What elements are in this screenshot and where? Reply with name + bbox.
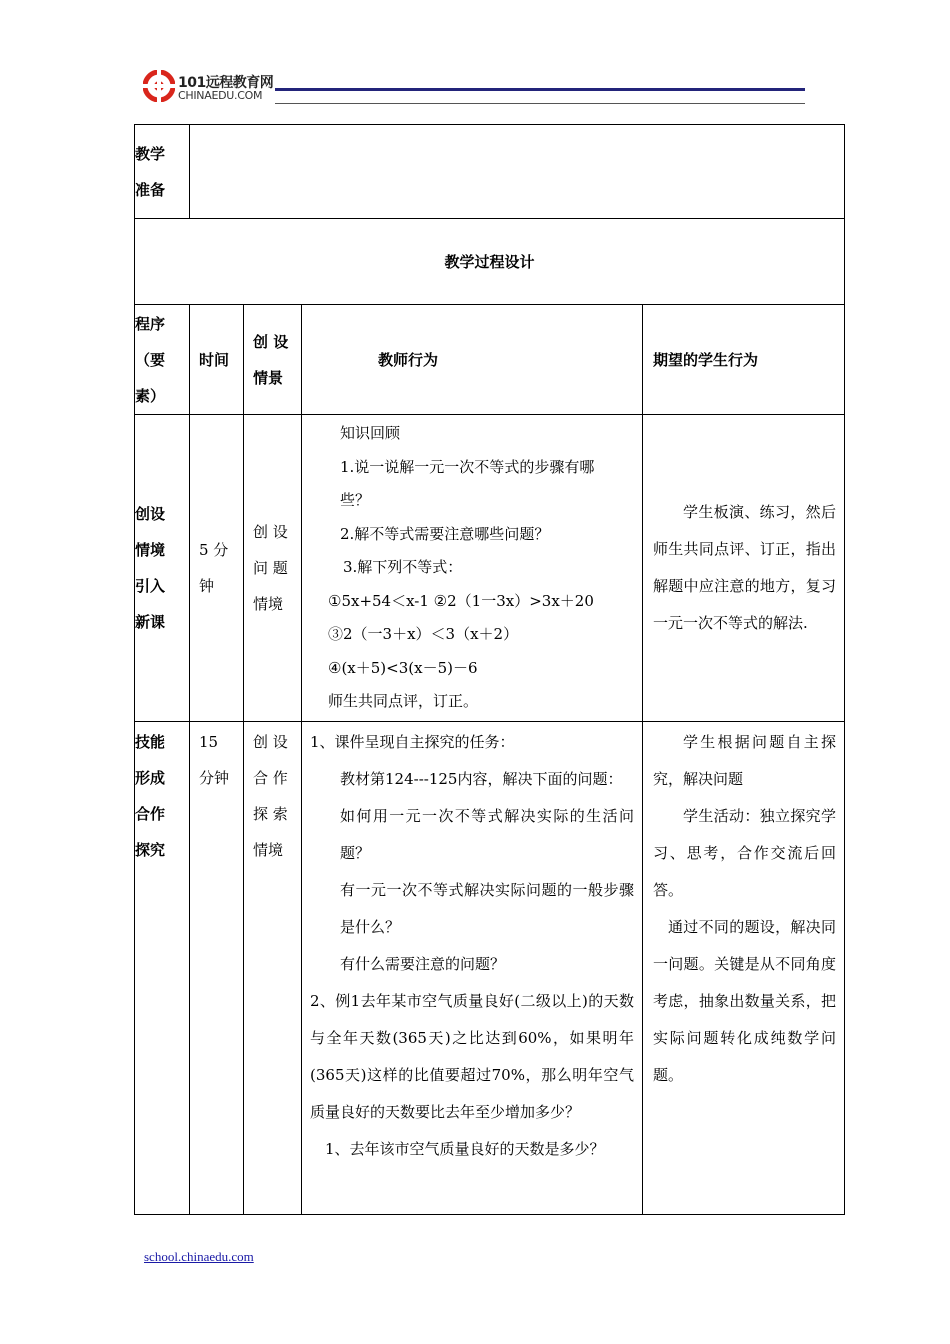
header-rule xyxy=(275,88,805,91)
header-rule-thin xyxy=(275,103,805,104)
chinaedu-logo-icon xyxy=(143,70,175,102)
col-header-teacher: 教师行为 xyxy=(302,305,643,415)
section-title-row xyxy=(135,219,845,305)
row1-scene: 创 设 问 题 情境 xyxy=(244,415,302,722)
prep-label: 教学 准备 xyxy=(135,125,190,219)
row2-teacher: 1、课件呈现自主探究的任务： 教材第124---125内容，解决下面的问题： 如何用一元一次不等式解决实际的生活问题？ 有一元一次不等式解决实际问题的一般步骤是什么？ 有什么需要注意的问题？ 2、例1去年某市空气质量良好(二级以上)的天数与全年天数(365天)之比达到60%，如果明年(365天)这样的比值要超过70%，那么明年空气质量良好的天数要比去年至少增加多少？ 1、去年该市空气质量良好的天数是多少？ xyxy=(302,721,643,1214)
logo-title: 101远程教育网 xyxy=(178,75,274,91)
row-explore xyxy=(135,721,845,1214)
footer-link[interactable]: school.chinaedu.com xyxy=(144,1249,254,1264)
prep-content xyxy=(190,125,845,219)
col-header-student: 期望的学生行为 xyxy=(643,305,845,415)
row1-student: 学生板演、练习，然后师生共同点评、订正，指出解题中应注意的地方，复习一元一次不等式的解法. xyxy=(643,415,845,722)
row2-stage: 技能 形成 合作 探究 xyxy=(135,721,190,1214)
lesson-plan-table xyxy=(134,124,845,1215)
col-header-time: 时间 xyxy=(190,305,244,415)
row1-stage: 创设 情境 引入 新课 xyxy=(135,415,190,722)
header-row xyxy=(135,305,845,415)
row2-time: 15 分钟 xyxy=(190,721,244,1214)
logo-subtitle: CHINAEDU.COM xyxy=(178,89,263,102)
row1-teacher: 知识回顾 1.说一说解一元一次不等式的步骤有哪 些？ 2.解不等式需要注意哪些问题？ 3.解下列不等式： ①5x+54＜x-1 ②2（1一3x）>3x＋20 ③2（一3＋x）＜3（x＋2） ④(x＋5)<3(x－5)－6 师生共同点评，订正。 xyxy=(302,415,643,722)
section-title: 教学过程设计 xyxy=(135,219,845,305)
row-intro xyxy=(135,415,845,722)
prep-row xyxy=(135,125,845,219)
row2-student: 学生根据问题自主探究，解决问题 学生活动：独立探究学习、思考，合作交流后回答。 通过不同的题设，解决同一问题。关键是从不同角度考虑，抽象出数量关系，把实际问题转化成纯数学问题。 xyxy=(643,721,845,1214)
col-header-procedure: 程序 （要 素） xyxy=(135,305,190,415)
col-header-scene: 创 设 情景 xyxy=(244,305,302,415)
row1-time: 5 分 钟 xyxy=(190,415,244,722)
row2-scene: 创 设 合 作 探 索 情境 xyxy=(244,721,302,1214)
page-header xyxy=(143,68,805,108)
